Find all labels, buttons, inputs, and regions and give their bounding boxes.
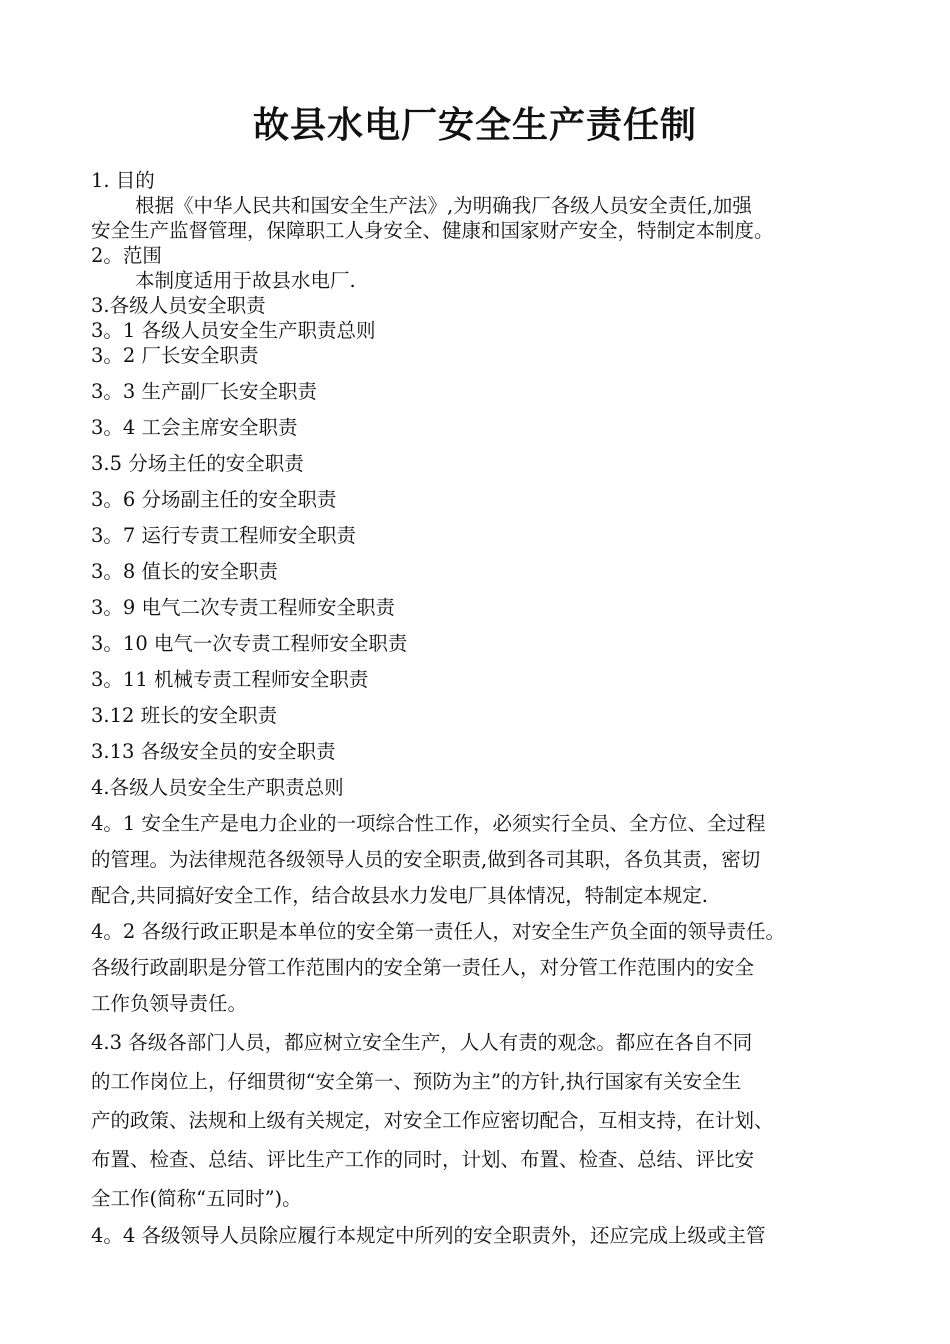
toc-item: 3。6 分场副主任的安全职责 — [91, 488, 337, 511]
toc-item: 3。7 运行专责工程师安全职责 — [91, 524, 357, 547]
toc-item: 3。2 厂长安全职责 — [91, 344, 259, 367]
toc-item: 3。11 机械专责工程师安全职责 — [91, 668, 369, 691]
paragraph-line: 4。4 各级领导人员除应履行本规定中所列的安全职责外，还应完成上级或主管 — [91, 1224, 766, 1247]
paragraph-line: 4。1 安全生产是电力企业的一项综合性工作，必须实行全员、全方位、全过程 — [91, 812, 766, 835]
paragraph-line: 4。2 各级行政正职是本单位的安全第一责任人，对安全生产负全面的领导责任。 — [91, 920, 786, 943]
toc-item: 3.12 班长的安全职责 — [91, 704, 278, 727]
section-2-heading: 2。范围 — [91, 244, 162, 267]
toc-item: 3.13 各级安全员的安全职责 — [91, 740, 336, 763]
section-4-heading: 4.各级人员安全生产职责总则 — [91, 776, 344, 799]
toc-item: 3。9 电气二次专责工程师安全职责 — [91, 596, 396, 619]
paragraph-line: 布置、检查、总结、评比生产工作的同时，计划、布置、检查、总结、评比安 — [91, 1148, 755, 1171]
paragraph-line: 4.3 各级各部门人员，都应树立安全生产，人人有责的观念。都应在各自不同 — [91, 1031, 753, 1054]
paragraph-line: 根据《中华人民共和国安全生产法》,为明确我厂各级人员安全责任,加强 — [135, 194, 752, 217]
toc-item: 3。1 各级人员安全生产职责总则 — [91, 319, 376, 342]
paragraph-line: 工作负领导责任。 — [91, 992, 248, 1015]
toc-item: 3。10 电气一次专责工程师安全职责 — [91, 632, 408, 655]
paragraph-line: 配合,共同搞好安全工作，结合故县水力发电厂具体情况，特制定本规定. — [91, 884, 708, 907]
document-title: 故县水电厂安全生产责任制 — [252, 104, 697, 146]
toc-item: 3。3 生产副厂长安全职责 — [91, 380, 318, 403]
section-3-heading: 3.各级人员安全职责 — [91, 294, 266, 317]
toc-item: 3.5 分场主任的安全职责 — [91, 452, 304, 475]
paragraph-line: 本制度适用于故县水电厂. — [135, 269, 356, 292]
section-1-heading: 1. 目的 — [91, 169, 155, 192]
toc-item: 3。8 值长的安全职责 — [91, 560, 279, 583]
paragraph-line: 的工作岗位上，仔细贯彻“安全第一、预防为主”的方针,执行国家有关安全生 — [91, 1070, 742, 1093]
paragraph-line: 的管理。为法律规范各级领导人员的安全职责,做到各司其职，各负其责，密切 — [91, 848, 761, 871]
paragraph-line: 全工作(简称“五同时”)。 — [91, 1187, 302, 1210]
paragraph-line: 安全生产监督管理，保障职工人身安全、健康和国家财产安全，特制定本制度。 — [91, 219, 774, 242]
paragraph-line: 产的政策、法规和上级有关规定，对安全工作应密切配合，互相支持，在计划、 — [91, 1109, 774, 1132]
paragraph-line: 各级行政副职是分管工作范围内的安全第一责任人，对分管工作范围内的安全 — [91, 956, 755, 979]
toc-item: 3。4 工会主席安全职责 — [91, 416, 298, 439]
